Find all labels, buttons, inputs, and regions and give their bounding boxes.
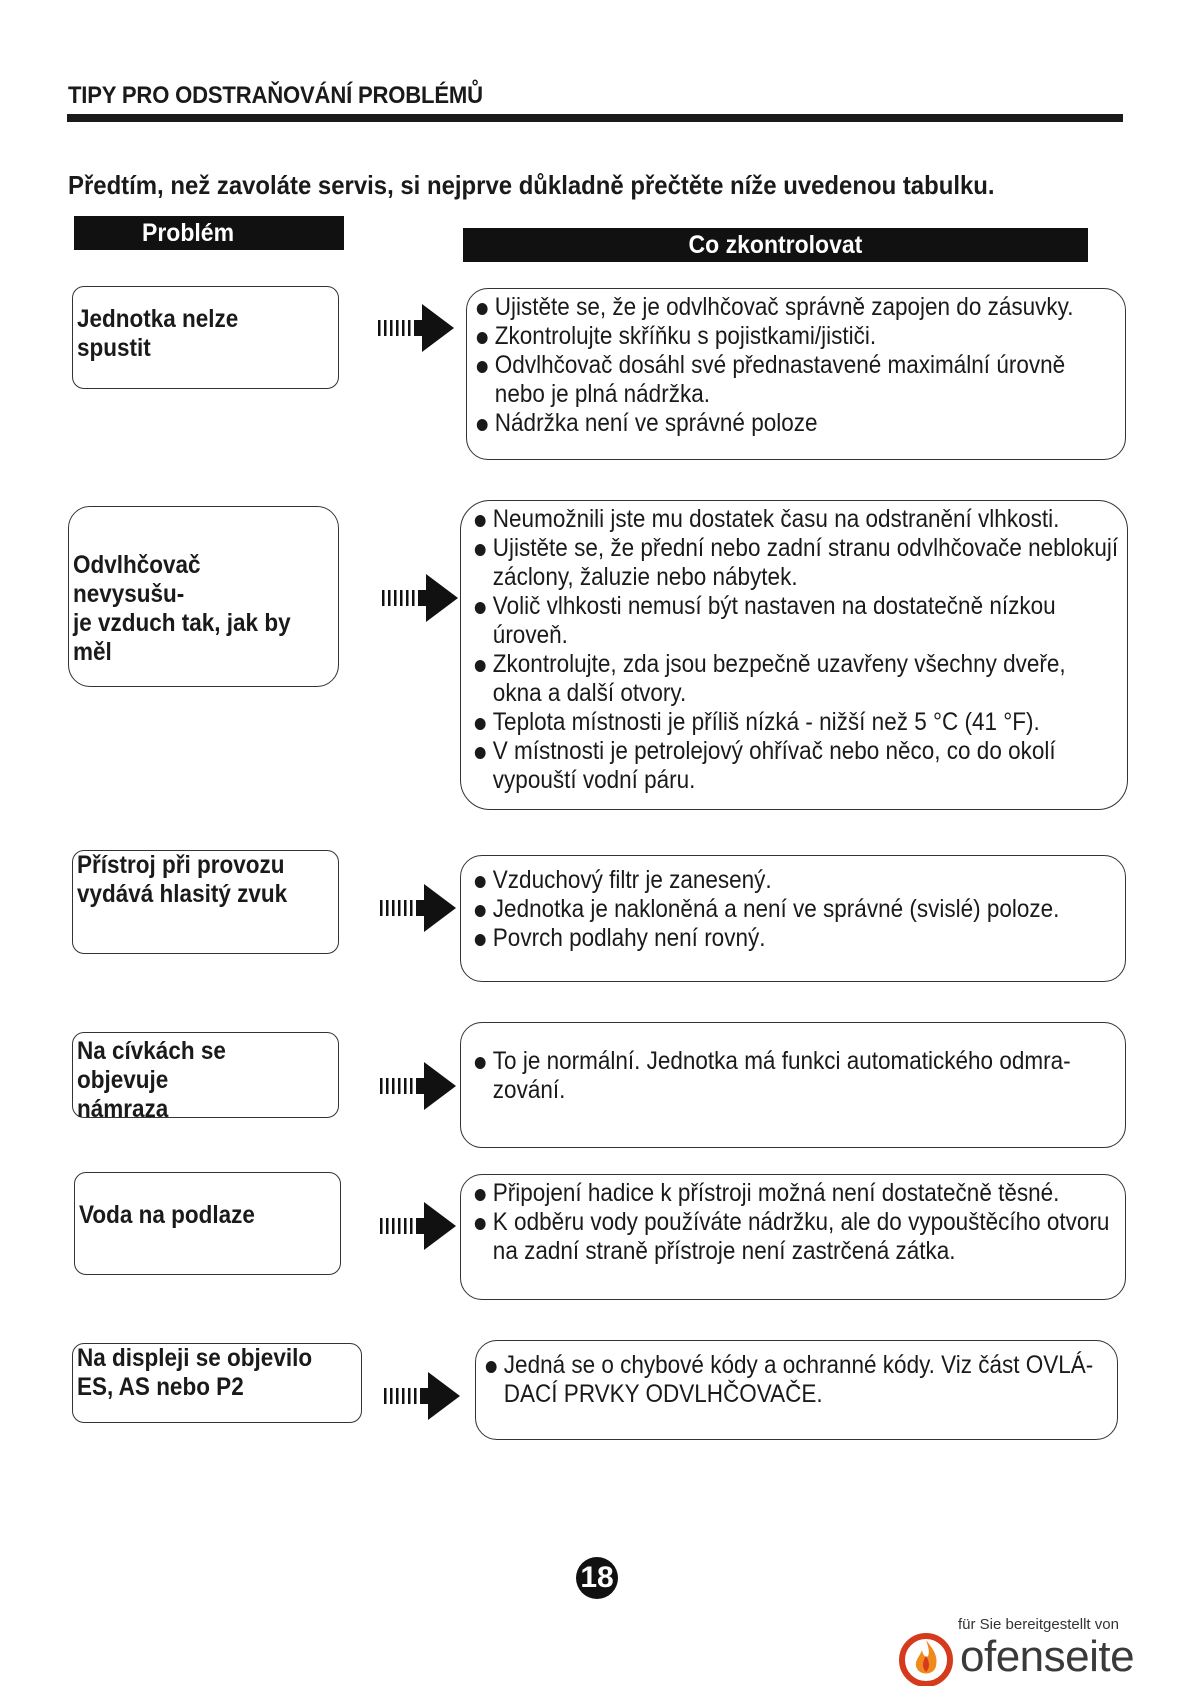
check-header <box>463 228 1088 262</box>
check-item: Jedná se o chybové kódy a ochranné kódy. Viz část OVLÁ-DACÍ PRVKY ODVLHČOVAČE. <box>484 1351 1102 1409</box>
check-item: Neumožnili jste mu dostatek času na odstranění vlhkosti. <box>473 505 1118 534</box>
check-item: Ujistěte se, že je odvlhčovač správně zapojen do zásuvky. <box>475 293 1116 322</box>
check-item: V místnosti je petrolejový ohřívač nebo něco, co do okolí vypouští vodní páru. <box>473 737 1118 795</box>
problem-box <box>74 1172 341 1275</box>
check-item: Jednotka je nakloněná a není ve správné (svislé) poloze. <box>473 895 1116 924</box>
problem-text: Odvlhčovač nevysušu- je vzduch tak, jak by měl <box>73 551 291 666</box>
problem-text: Voda na podlaze <box>79 1201 255 1229</box>
problem-header <box>74 216 344 250</box>
check-list <box>475 293 1116 438</box>
arrow-icon <box>378 302 456 354</box>
flame-logo-icon <box>896 1630 956 1686</box>
check-header-label: Co zkontrolovat <box>688 230 863 259</box>
check-item: Povrch podlahy není rovný. <box>473 924 1116 953</box>
check-item: Nádržka není ve správné poloze <box>475 409 1116 438</box>
problem-box <box>72 850 339 954</box>
check-list <box>473 866 1116 953</box>
provided-by-text: für Sie bereitgestellt von <box>958 1616 1119 1633</box>
problem-box <box>72 286 339 389</box>
problem-text: Jednotka nelze spustit <box>77 305 239 362</box>
check-list <box>473 1179 1116 1266</box>
check-item: Připojení hadice k přístroji možná není dostatečně těsné. <box>473 1179 1116 1208</box>
problem-box <box>72 1343 362 1423</box>
problem-box <box>68 506 339 687</box>
problem-box <box>72 1032 339 1123</box>
check-box <box>466 288 1126 460</box>
check-item: Zkontrolujte, zda jsou bezpečně uzavřeny všechny dveře, okna a další otvory. <box>473 650 1118 708</box>
check-box <box>460 1174 1126 1300</box>
problem-text: Na displeji se objevilo ES, AS nebo P2 <box>77 1344 313 1401</box>
logo-text: ofenseite <box>960 1632 1135 1681</box>
check-item: Vzduchový filtr je zanesený. <box>473 866 1116 895</box>
check-box <box>460 500 1128 810</box>
page-number: 18 <box>576 1557 618 1599</box>
title-rule <box>67 114 1123 122</box>
check-list <box>473 1047 1116 1105</box>
arrow-icon <box>382 572 460 624</box>
check-list <box>484 1351 1102 1409</box>
check-item: Ujistěte se, že přední nebo zadní stranu odvlhčovače neblokují záclony, žaluzie nebo nábytek. <box>473 534 1118 592</box>
arrow-icon <box>384 1370 462 1422</box>
check-box <box>460 1022 1126 1148</box>
check-item: Teplota místnosti je příliš nízká - nižší než 5 °C (41 °F). <box>473 708 1118 737</box>
arrow-icon <box>380 1200 458 1252</box>
section-title: TIPY PRO ODSTRAŇOVÁNÍ PROBLÉMŮ <box>68 82 483 109</box>
arrow-icon <box>380 1060 458 1112</box>
intro-text: Předtím, než zavoláte servis, si nejprve důkladně přečtěte níže uvedenou tabulku. <box>68 170 995 200</box>
arrow-icon <box>380 882 458 934</box>
check-list <box>473 505 1118 795</box>
check-box <box>460 855 1126 982</box>
problem-text: Na cívkách se objevuje námraza <box>77 1037 226 1123</box>
check-item: Zkontrolujte skříňku s pojistkami/jističi. <box>475 322 1116 351</box>
problem-text: Přístroj při provozu vydává hlasitý zvuk <box>77 851 288 908</box>
check-item: Volič vlhkosti nemusí být nastaven na dostatečně nízkou úroveň. <box>473 592 1118 650</box>
check-box <box>475 1340 1118 1440</box>
check-item: To je normální. Jednotka má funkci automatického odmra-zování. <box>473 1047 1116 1105</box>
problem-header-label: Problém <box>142 218 235 247</box>
check-item: K odběru vody používáte nádržku, ale do vypouštěcího otvoru na zadní straně přístroje není zastrčená zátka. <box>473 1208 1116 1266</box>
check-item: Odvlhčovač dosáhl své přednastavené maximální úrovně nebo je plná nádržka. <box>475 351 1116 409</box>
